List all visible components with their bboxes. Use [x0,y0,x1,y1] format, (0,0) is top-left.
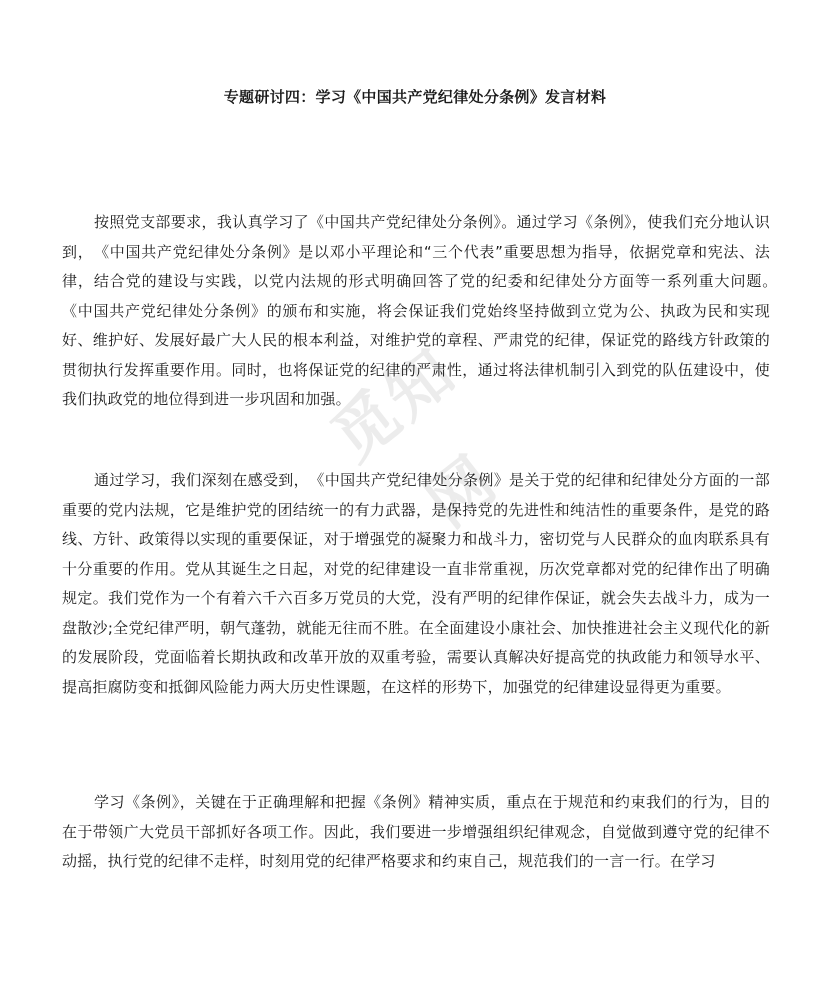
document-title: 专题研讨四：学习《中国共产党纪律处分条例》发言材料 [223,88,607,106]
paragraph-3: 学习《条例》，关键在于正确理解和把握《条例》精神实质，重点在于规范和约束我们的行为，目的在于带领广大党员干部抓好各项工作。因此，我们要进一步增强组织纪律观念，自觉做到遵守党的纪律不动摇，执行党的纪律不走样，时刻用党的纪律严格要求和约束自己，规范我们的一言一行。在学习 [62,793,770,870]
paragraph-1: 按照党支部要求，我认真学习了《中国共产党纪律处分条例》。通过学习《条例》，使我们充分地认识到， 《中国共产党纪律处分条例》是以邓小平理论和“三个代表”重要思想为指导，依据党章和宪法、法律，结合党的建设与实践，以党内法规的形式明确回答了党的纪委和纪律处分方面等一系列重大问题。 《中国共产党纪律处分条例》的颁布和实施，将会保证我们党始终坚持做到立党为公、执政为民和实现好、维护好、发展好最广大人民的根本利益，对维护党的章程、严肃党的纪律，保证党的路线方针政策的贯彻执行发挥重要作用。同时，也将保证党的纪律的严肃性，通过将法律机制引入到党的队伍建设中，使我们执政党的地位得到进一步巩固和加强。 [62,213,786,408]
paragraph-2: 通过学习，我们深刻在感受到， 《中国共产党纪律处分条例》是关于党的纪律和纪律处分方面的一部重要的党内法规，它是维护党的团结统一的有力武器，是保持党的先进性和纯洁性的重要条件，是党的路线、方针、政策得以实现的重要保证，对于增强党的凝聚力和战斗力，密切党与人民群众的血肉联系具有十分重要的作用。党从其诞生之日起，对党的纪律建设一直非常重视，历次党章都对党的纪律作出了明确规定。我们党作为一个有着六千六百多万党员的大党，没有严明的纪律作保证，就会失去战斗力，成为一盘散沙;全党纪律严明，朝气蓬勃，就能无往而不胜。在全面建设小康社会、加快推进社会主义现代化的新的发展阶段，党面临着长期执政和改革开放的双重考验，需要认真解决好提高党的执政能力和领导水平、提高拒腐防变和抵御风险能力两大历史性课题，在这样的形势下，加强党的纪律建设显得更为重要。 [62,471,770,696]
watermark: 觅知网 [318,333,513,542]
